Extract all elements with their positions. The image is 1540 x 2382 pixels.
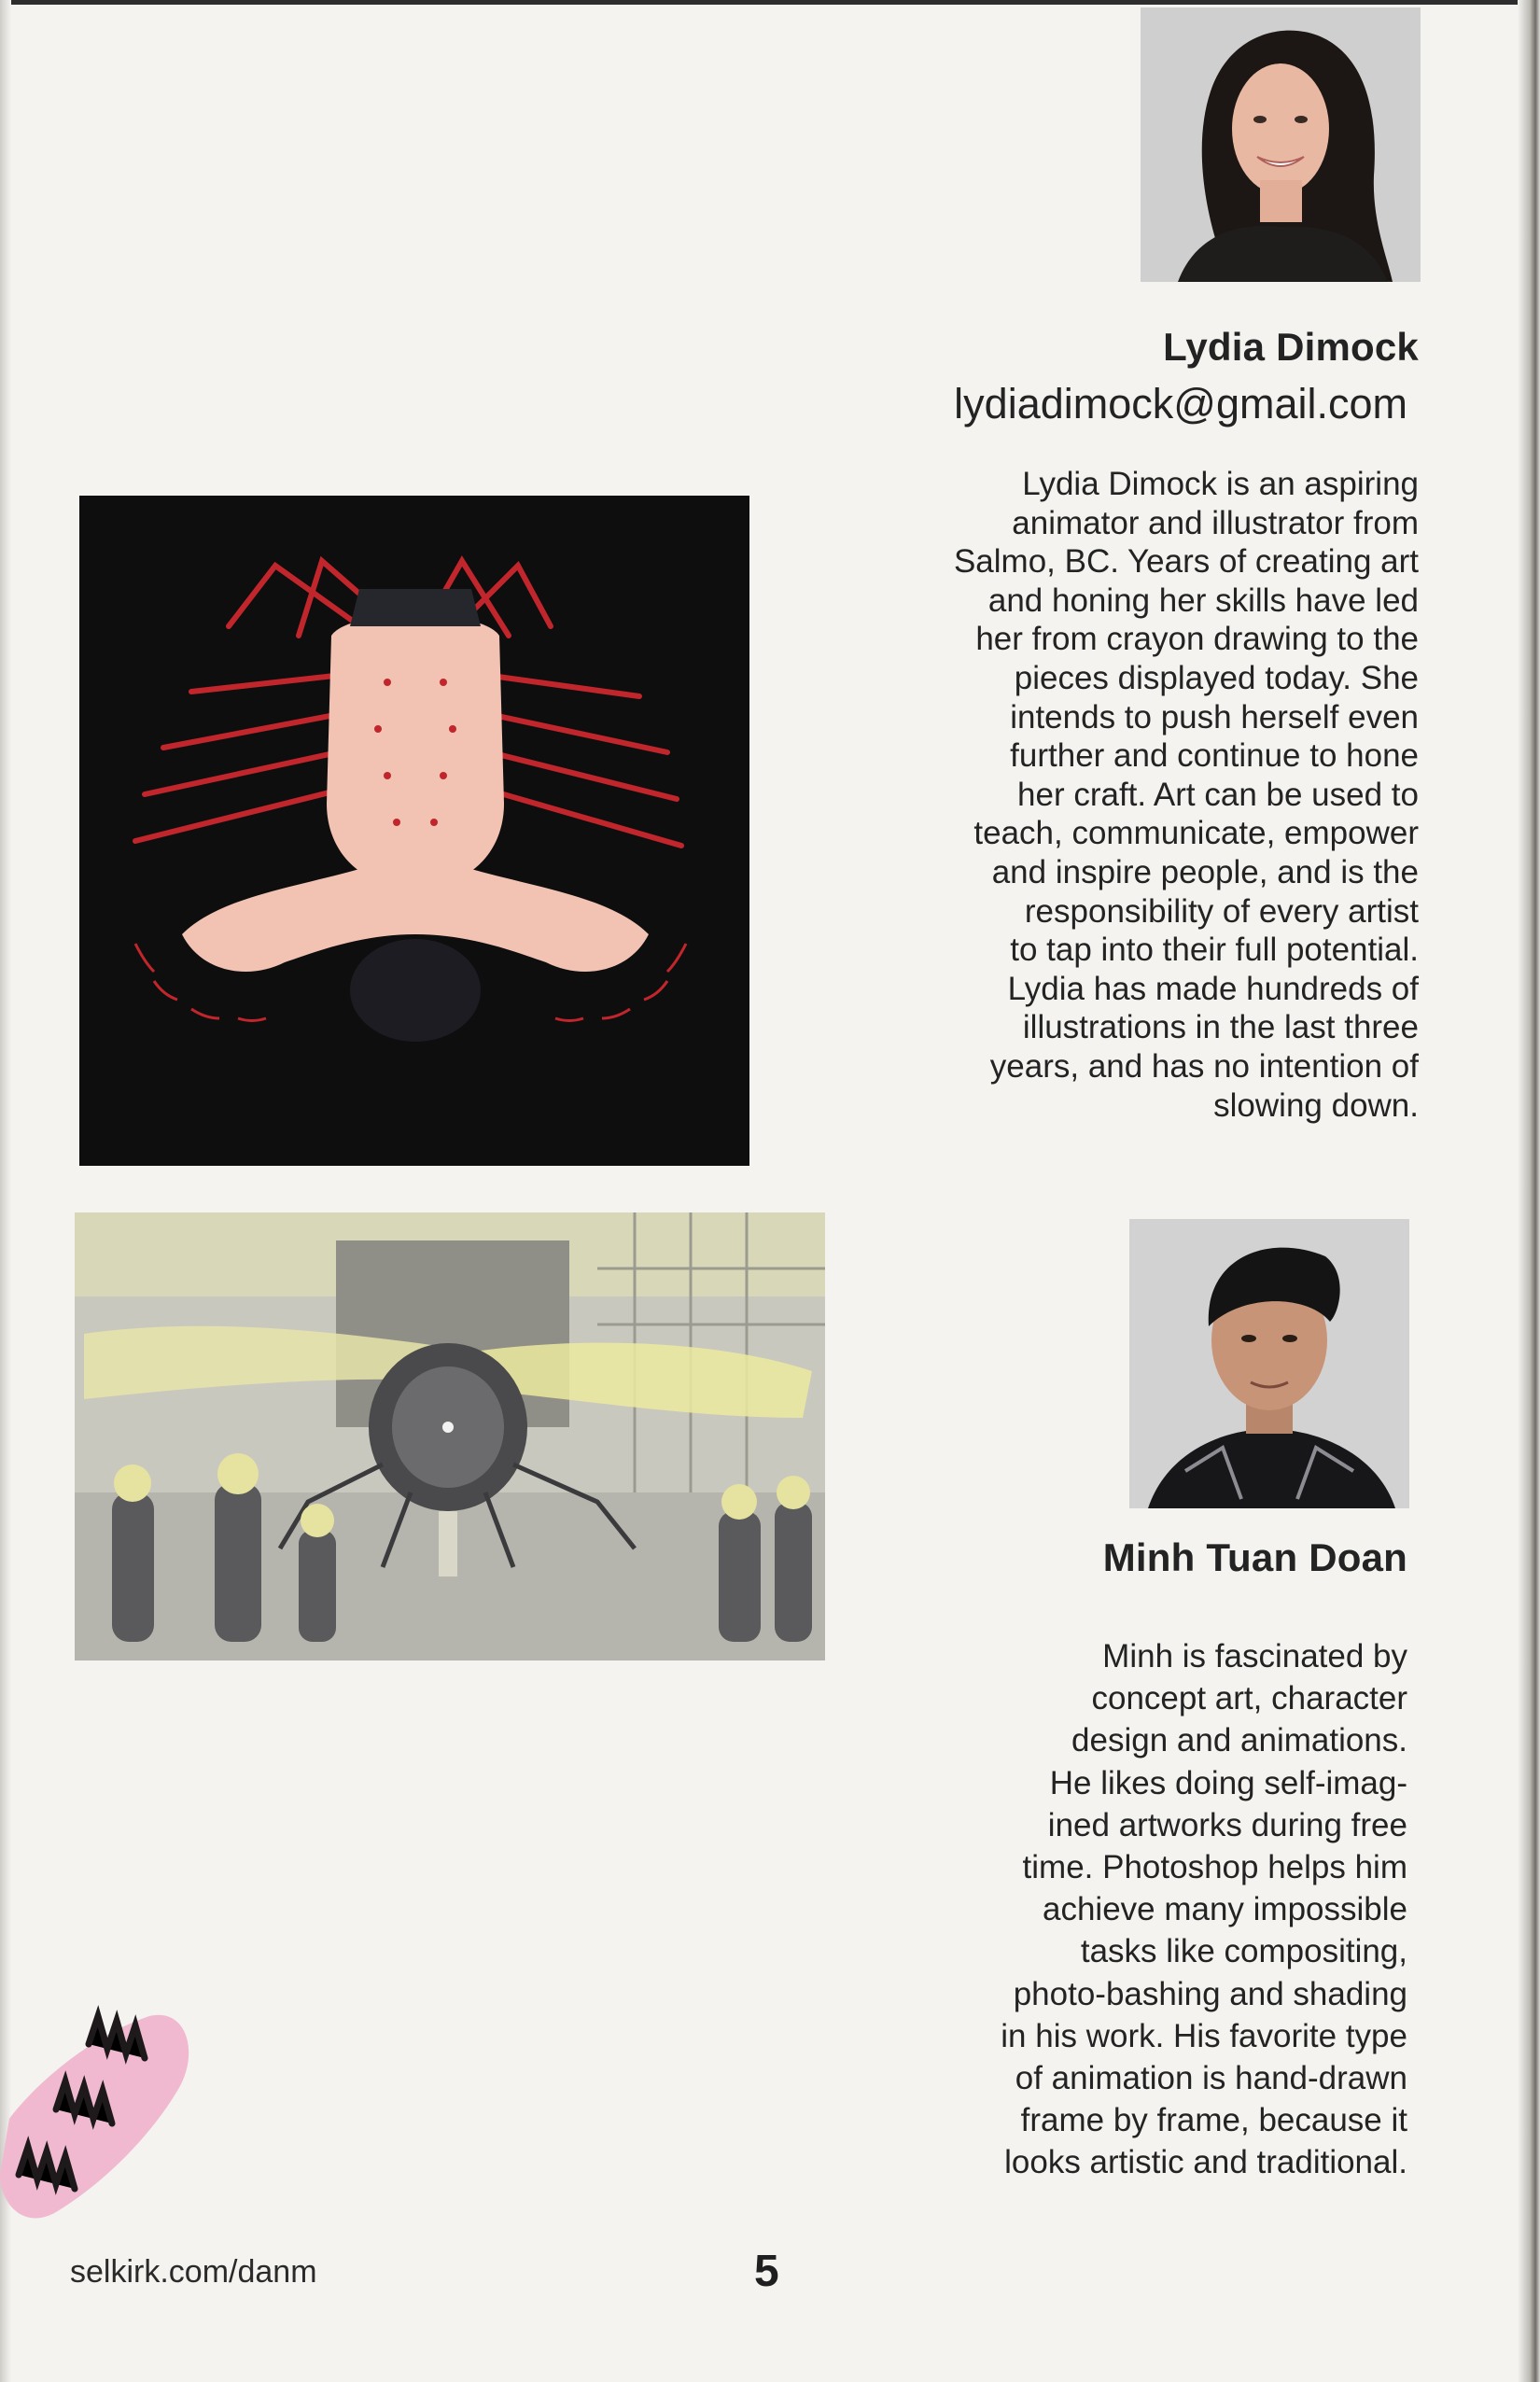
bio-line: looks artistic and traditional. bbox=[1004, 2144, 1407, 2181]
bio-line: in his work. His favorite type bbox=[1001, 2017, 1407, 2054]
artist-email-lydia[interactable]: lydiadimock@gmail.com bbox=[954, 380, 1407, 427]
artwork-hangar-scene bbox=[75, 1212, 825, 1660]
bio-line: intends to push herself even bbox=[1010, 698, 1419, 736]
artist-bio-lydia bbox=[915, 465, 1419, 1125]
bio-line: Minh is fascinated by bbox=[1102, 1638, 1407, 1674]
bio-line: years, and has no intention of bbox=[989, 1047, 1419, 1085]
bio-line: her from crayon drawing to the bbox=[975, 621, 1419, 658]
bio-line: ined artworks during free bbox=[1047, 1806, 1407, 1843]
lydia-portrait-illustration bbox=[1141, 7, 1421, 282]
bio-line: teach, communicate, empower bbox=[973, 815, 1419, 852]
page-binding-edge bbox=[1518, 0, 1540, 2382]
bio-line: of animation is hand-drawn bbox=[1015, 2060, 1407, 2097]
bio-line: illustrations in the last three bbox=[1022, 1009, 1419, 1046]
bio-line: design and animations. bbox=[1071, 1722, 1407, 1759]
bio-line: animator and illustrator from bbox=[1012, 504, 1419, 541]
bio-line: tasks like compositing, bbox=[1080, 1933, 1407, 1970]
bio-line: Lydia Dimock is an aspiring bbox=[1022, 466, 1419, 502]
bio-line: responsibility of every artist bbox=[1024, 892, 1419, 930]
artwork-spider-figure bbox=[79, 496, 749, 1166]
bio-line: time. Photoshop helps him bbox=[1022, 1849, 1407, 1886]
bio-line: further and continue to hone bbox=[1010, 737, 1419, 775]
bio-line: and inspire people, and is the bbox=[991, 853, 1419, 890]
bio-line: and honing her skills have led bbox=[987, 581, 1419, 619]
bio-line: frame by frame, because it bbox=[1020, 2102, 1407, 2139]
bio-line: her craft. Art can be used to bbox=[1017, 776, 1419, 813]
artist-name-lydia: Lydia Dimock bbox=[1163, 325, 1419, 369]
bio-line: to tap into their full potential. bbox=[1010, 932, 1419, 969]
bio-line: concept art, character bbox=[1091, 1680, 1407, 1717]
artist-bio-minh bbox=[922, 1635, 1407, 2184]
spider-figure-illustration bbox=[79, 496, 749, 1166]
bio-line: He likes doing self-imag- bbox=[1049, 1764, 1407, 1801]
scribble-illustration bbox=[0, 1979, 196, 2231]
page-number: 5 bbox=[754, 2247, 779, 2296]
minh-portrait-illustration bbox=[1129, 1219, 1409, 1508]
footer-website-link[interactable]: selkirk.com/danm bbox=[70, 2254, 317, 2290]
bio-line: Salmo, BC. Years of creating art bbox=[953, 543, 1419, 581]
page-top-edge bbox=[0, 0, 1540, 5]
artist-name-minh: Minh Tuan Doan bbox=[1102, 1535, 1407, 1579]
minh-portrait-photo bbox=[1129, 1219, 1409, 1508]
pink-scribble-decoration bbox=[0, 1979, 196, 2231]
bio-line: photo-bashing and shading bbox=[1013, 1975, 1407, 2012]
hangar-scene-illustration bbox=[75, 1212, 825, 1660]
bio-line: achieve many impossible bbox=[1042, 1891, 1407, 1928]
bio-line: Lydia has made hundreds of bbox=[1007, 970, 1419, 1007]
bio-line: pieces displayed today. She bbox=[1014, 659, 1419, 696]
bio-line: slowing down. bbox=[1213, 1086, 1419, 1124]
lydia-portrait-photo bbox=[1141, 7, 1421, 282]
